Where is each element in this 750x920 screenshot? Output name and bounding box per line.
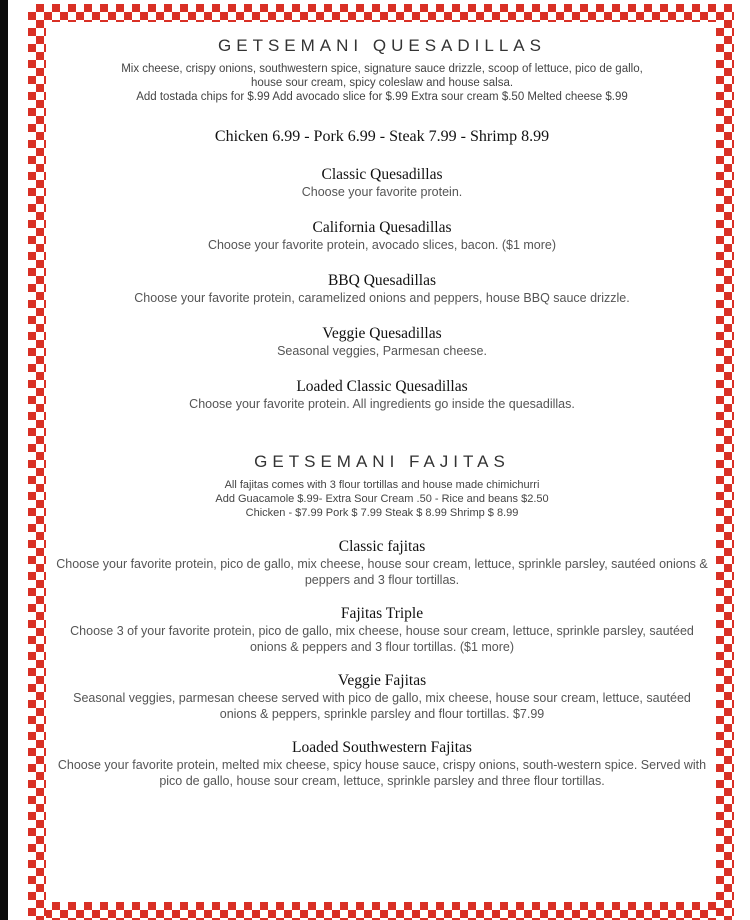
border-top xyxy=(28,4,734,22)
item-description: Choose your favorite protein. All ingredients go inside the quesadillas. xyxy=(189,397,575,411)
item-description: Choose 3 of your favorite protein, pico de gallo, mix cheese, house sour cream, lettuce, sprinkle parsley, sautéed onions & peppers and 3 flour tortillas. ($1 more) xyxy=(70,624,694,654)
item-description: Choose your favorite protein, pico de gallo, mix cheese, house sour cream, lettuce, sprinkle parsley, sautéed onions & peppers and 3 flour tortillas. xyxy=(56,557,708,587)
item-name: Veggie Quesadillas xyxy=(322,325,442,342)
menu-content xyxy=(54,36,710,806)
menu-item xyxy=(54,538,710,588)
menu-item xyxy=(54,219,710,253)
fajitas-intro xyxy=(54,478,710,520)
item-name: BBQ Quesadillas xyxy=(327,272,437,289)
item-name: Loaded Southwestern Fajitas xyxy=(292,739,472,756)
fajitas-intro-line2: Add Guacamole $.99- Extra Sour Cream .50 - Rice and beans $2.50 xyxy=(215,493,549,505)
item-name: Loaded Classic Quesadillas xyxy=(296,378,468,395)
quesadillas-intro-line1: Mix cheese, crispy onions, southwestern spice, signature sauce drizzle, scoop of lettuce, pico de gallo, xyxy=(121,63,643,75)
menu-page xyxy=(8,0,750,920)
fajitas-intro-line1: All fajitas comes with 3 flour tortillas and house made chimichurri xyxy=(224,479,540,491)
fajitas-title: GETSEMANI FAJITAS xyxy=(254,452,510,471)
quesadillas-intro xyxy=(54,62,710,104)
item-description: Seasonal veggies, parmesan cheese served with pico de gallo, mix cheese, house sour cream, lettuce, sautéed onions & peppers, sprinkle parsley and flour tortillas. $7.99 xyxy=(73,691,691,721)
item-name: Classic fajitas xyxy=(338,538,426,555)
menu-item xyxy=(54,739,710,789)
quesadillas-prices: Chicken 6.99 - Pork 6.99 - Steak 7.99 - Shrimp 8.99 xyxy=(214,128,550,145)
item-description: Choose your favorite protein. xyxy=(301,185,463,199)
quesadillas-title: GETSEMANI QUESADILLAS xyxy=(218,36,546,55)
item-name: Classic Quesadillas xyxy=(321,166,443,183)
item-name: California Quesadillas xyxy=(312,219,452,236)
item-name: Fajitas Triple xyxy=(340,605,424,622)
fajitas-section xyxy=(54,452,710,789)
menu-item xyxy=(54,272,710,306)
border-bottom xyxy=(28,902,734,920)
quesadillas-intro-line3: Add tostada chips for $.99 Add avocado slice for $.99 Extra sour cream $.50 Melted cheese $.99 xyxy=(136,91,628,103)
menu-item xyxy=(54,325,710,359)
border-left xyxy=(28,4,46,920)
item-description: Choose your favorite protein, melted mix cheese, spicy house sauce, crispy onions, south-western spice. Served with pico de gallo, house sour cream, lettuce, sprinkle parsley and three flour tortillas. xyxy=(57,758,707,788)
fajitas-intro-line3: Chicken - $7.99 Pork $ 7.99 Steak $ 8.99 Shrimp $ 8.99 xyxy=(245,507,519,519)
item-description: Choose your favorite protein, caramelized onions and peppers, house BBQ sauce drizzle. xyxy=(134,291,630,305)
menu-item xyxy=(54,166,710,200)
menu-item xyxy=(54,605,710,655)
border-right xyxy=(716,4,734,920)
item-description: Choose your favorite protein, avocado slices, bacon. ($1 more) xyxy=(207,238,557,252)
menu-item xyxy=(54,378,710,412)
menu-item xyxy=(54,672,710,722)
item-description: Seasonal veggies, Parmesan cheese. xyxy=(277,344,487,358)
quesadillas-intro-line2: house sour cream, spicy coleslaw and house salsa. xyxy=(250,77,514,89)
item-name: Veggie Fajitas xyxy=(337,672,427,689)
